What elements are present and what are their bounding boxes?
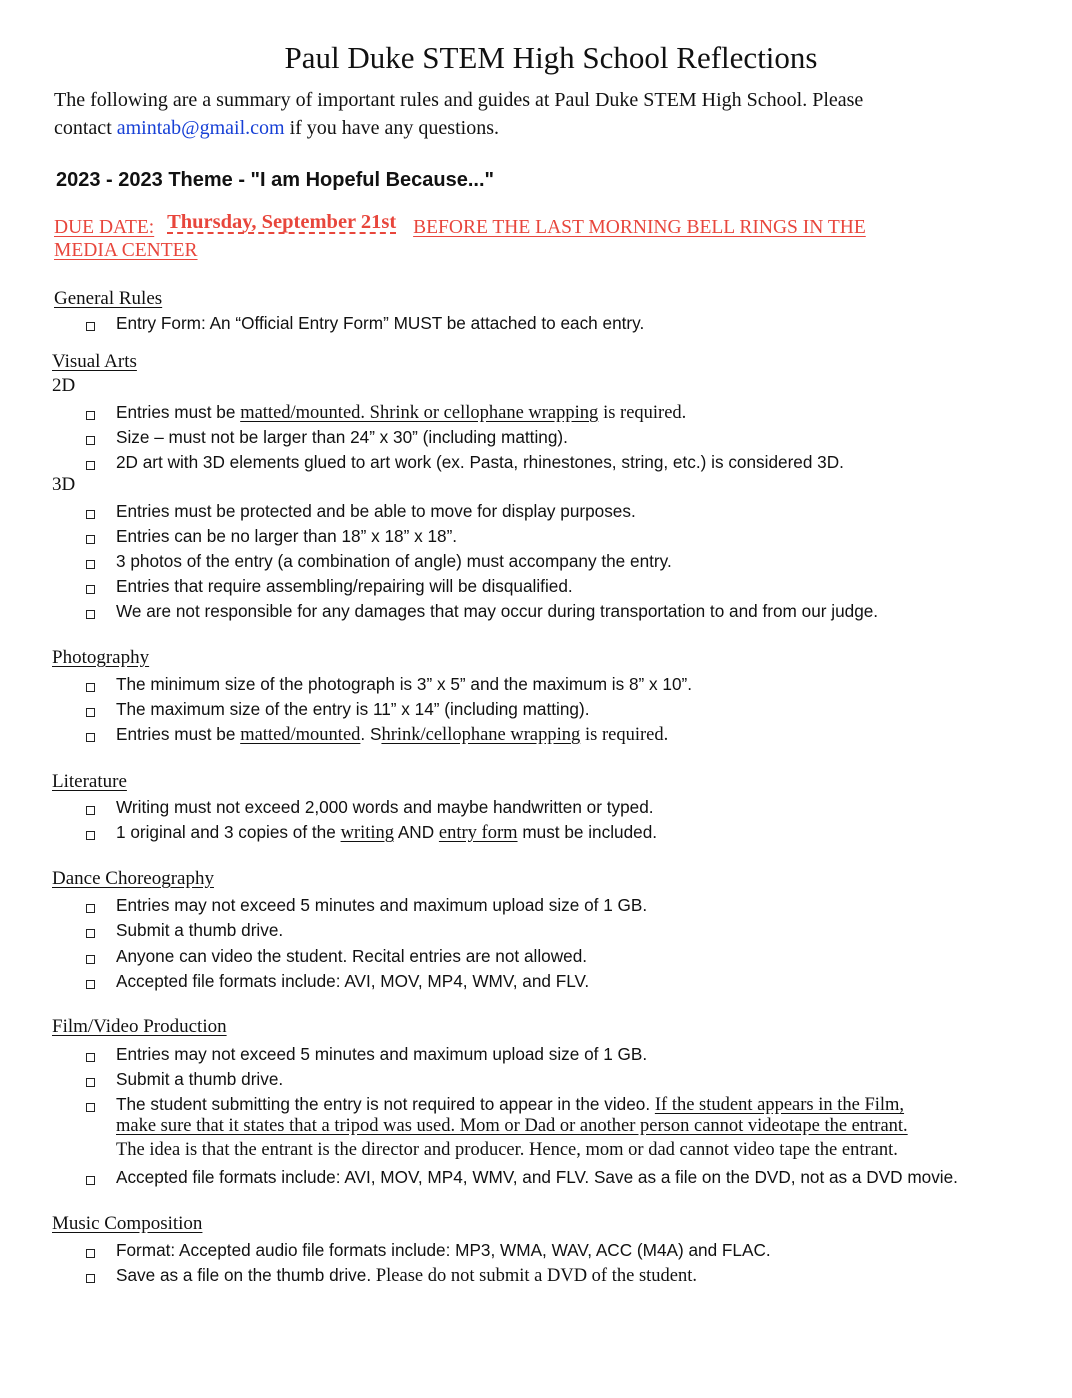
checkbox-icon <box>86 733 95 742</box>
film-note-line-3: The idea is that the entrant is the director and producer. Hence, mom or dad cannot video tape the entrant. <box>116 1140 898 1160</box>
checkbox-icon <box>86 585 95 594</box>
checkbox-icon <box>86 535 95 544</box>
checkbox-icon <box>86 955 95 964</box>
intro-contact-text: contact <box>54 117 112 139</box>
checkbox-icon <box>86 610 95 619</box>
due-date-label: DUE DATE: <box>54 217 155 238</box>
page-title: Paul Duke STEM High School Reflections <box>284 40 818 75</box>
checkbox-icon <box>86 461 95 470</box>
checkbox-icon <box>86 560 95 569</box>
theme-heading: 2023 - 2023 Theme - "I am Hopeful Because..." <box>56 169 495 191</box>
checkbox-icon <box>86 904 95 913</box>
checkbox-icon <box>86 436 95 445</box>
intro-line-1: The following are a summary of important rules and guides at Paul Duke STEM High School. Please <box>54 89 864 111</box>
checkbox-icon <box>86 1176 95 1185</box>
due-date-line-1 <box>54 211 866 239</box>
checkbox-icon <box>86 510 95 519</box>
checkbox-icon <box>86 831 95 840</box>
section-heading-film: Film/Video Production <box>52 1016 227 1037</box>
checkbox-icon <box>86 411 95 420</box>
due-date-value: Thursday, September 21st <box>167 211 397 233</box>
checkbox-icon <box>86 980 95 989</box>
due-date-rest-2: MEDIA CENTER <box>54 240 198 261</box>
checkbox-icon <box>86 683 95 692</box>
section-heading-photography: Photography <box>52 647 150 668</box>
checkbox-icon <box>86 1078 95 1087</box>
checkbox-icon <box>86 1249 95 1258</box>
section-heading-literature: Literature <box>52 771 127 792</box>
intro-question-text: if you have any questions. <box>289 117 499 139</box>
checkbox-icon <box>86 929 95 938</box>
due-date-rest-1: BEFORE THE LAST MORNING BELL RINGS IN THE <box>413 217 866 238</box>
subheading-2d: 2D <box>52 375 76 396</box>
checkbox-icon <box>86 1274 95 1283</box>
checkbox-icon <box>86 806 95 815</box>
email-link[interactable]: amintab@gmail.com <box>116 117 285 139</box>
section-heading-dance: Dance Choreography <box>52 868 214 889</box>
subheading-3d: 3D <box>52 474 76 495</box>
section-heading-music: Music Composition <box>52 1213 203 1234</box>
checkbox-icon <box>86 1103 95 1112</box>
checkbox-icon <box>86 1053 95 1062</box>
checkbox-icon <box>86 708 95 717</box>
intro-line-2 <box>54 117 499 140</box>
section-heading-general-rules: General Rules <box>54 288 163 309</box>
checkbox-icon <box>86 322 95 331</box>
film-note-line-2: make sure that it states that a tripod was used. Mom or Dad or another person cannot videotape the entrant. <box>116 1116 908 1136</box>
section-heading-visual-arts: Visual Arts <box>52 351 137 372</box>
